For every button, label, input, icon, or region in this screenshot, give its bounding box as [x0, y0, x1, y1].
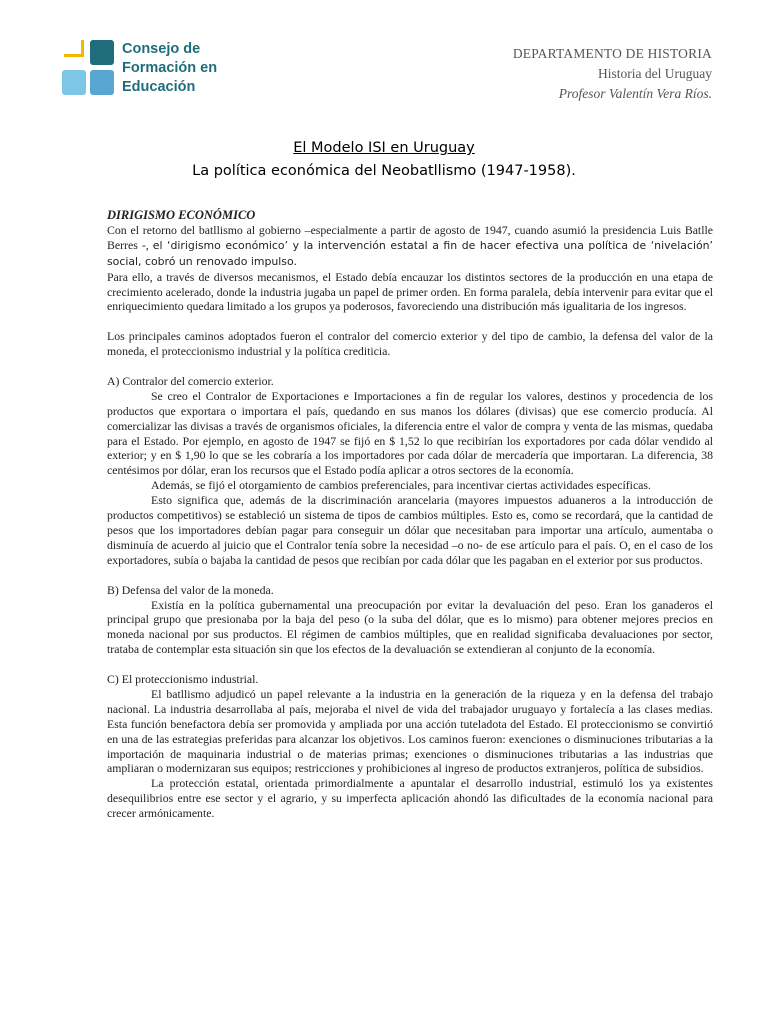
logo-line-1: Consejo de: [122, 41, 201, 57]
paragraph: El batllismo adjudicó un papel relevante a la industria en la generación de la riqueza y en la defensa del trabajo nacional. La industria desarrollaba al país, mejoraba el nivel de vida del trabajador uruguayo y fortalecía a las clases medias. Esta función benefactora debía ser promovida y ampliada por una acción tuteladota del Estado. El proteccionismo se convirtió en una de las estrategias preferidas para alcanzar los objetivos. Los caminos fueron: exenciones o disminuciones tributarias a la importación de maquinaria industrial o de materias primas; exenciones o disminuciones tributarias a las industrias que ampliaran o modernizaran sus equipos; restricciones y prohibiciones al ingreso de productos extranjeros, política de subsidios.: [107, 686, 713, 776]
highlighted-paragraph-part: el ‘dirigismo económico’ y la intervención estatal a fin de hacer efectiva una política de ‘nivelación’ social, cobró un renovado impulso.: [107, 238, 713, 268]
logo-line-3: Educación: [122, 79, 196, 95]
logo-teal-square: [90, 40, 114, 65]
paragraph-part: Con el retorno del batllismo al gobierno –especialmente a partir de agosto de 1947, cuando asumió la presidencia Luis Batlle Berres -,: [107, 222, 713, 252]
course-name: Historia del Uruguay: [598, 66, 712, 81]
paragraph: Los principales caminos adoptados fueron el contralor del comercio exterior y del tipo de cambio, la defensa del valor de la moneda, el proteccionismo industrial y la política crediticia.: [107, 329, 713, 359]
professor-name: Profesor Valentín Vera Ríos.: [558, 86, 712, 101]
logo-wordmark: [122, 40, 217, 97]
section-heading-a: A) Contralor del comercio exterior.: [107, 373, 274, 388]
logo-light-blue-square: [62, 70, 86, 95]
section-heading-dirigismo: DIRIGISMO ECONÓMICO: [107, 208, 256, 222]
paragraph: La protección estatal, orientada primordialmente a apuntalar el desarrollo industrial, estimuló los ya existentes desequilibrios entre ese sector y el agrario, y su imperfecta aplicación ahondó las dificultades de la economía nacional para crecer armónicamente.: [107, 776, 713, 821]
logo-yellow-corner: [62, 40, 86, 65]
paragraph: Esto significa que, además de la discriminación arancelaria (mayores impuestos aduaneros a la introducción de productos competitivos) se estableció un sistema de tipos de cambios múltiples. Esto es, como se recordará, que la cantidad de pesos que los importadores debían pagar para conseguir un dólar que necesitaban para importar una artículo, aumentaba o disminuía de acuerdo al juicio que el Contralor tenía sobre la necesidad –o no- de ese artículo para el país. O, en el caso de los exportadores, subía o bajaba la cantidad de pesos que recibían por cada dólar que les pagaban en el exterior por sus productos.: [107, 493, 713, 567]
department-name: DEPARTAMENTO DE HISTORIA: [512, 46, 712, 61]
paragraph: [107, 223, 713, 270]
paragraph: Para ello, a través de diversos mecanismos, el Estado debía encauzar los distintos sectores de la producción en una etapa de crecimiento acelerado, donde la industria jugaba un papel de primer orden. En forma paralela, debía intervenir para evitar que el enriquecimiento quedara limitado a los grupos ya poderosos, favoreciendo una distribución más igualitaria de los ingresos.: [107, 269, 713, 314]
logo-mark-icon: [62, 40, 114, 96]
section-heading-c: C) El proteccionismo industrial.: [107, 672, 259, 687]
institution-logo: [62, 40, 232, 98]
paragraph: Además, se fijó el otorgamiento de cambios preferenciales, para incentivar ciertas actividades específicas.: [151, 478, 651, 493]
paragraph: Se creo el Contralor de Exportaciones e Importaciones a fin de regular los valores, destinos y procedencia de los productos que exportara o importara el país, quedando en sus manos los dólares (divisas) que ese comercio producía. Al comercializar las divisas a través de organismos oficiales, la diferencia entre el valor de compra y venta de las mismas, quedaba para el Estado. Por ejemplo, en agosto de 1947 se fijó en $ 1,52 lo que recibirían los exportadores por cada dólar vendido al exterior; y en $ 1,90 lo que se les cobraría a los importadores por cada dólar de mercadería que importaran. La diferencia, 38 centésimos por dólar, eran los recursos que el Estado podía aplicar a otros sectores de la economía.: [107, 388, 713, 478]
paragraph: Existía en la política gubernamental una preocupación por evitar la devaluación del peso. Eran los ganaderos el principal grupo que presionaba por la baja del peso (o la suba del dólar, que es lo mismo) para obtener mejores precios en moneda nacional por sus productos. El régimen de cambios múltiples, que en realidad significaba devaluaciones por sector, trataba de contemplar esta situación sin que los efectos de la devaluación se extendieran al conjunto de la economía.: [107, 597, 713, 657]
section-heading-b: B) Defensa del valor de la moneda.: [107, 582, 274, 597]
document-title: El Modelo ISI en Uruguay: [293, 140, 475, 156]
logo-line-2: Formación en: [122, 60, 218, 76]
logo-blue-square: [90, 70, 114, 95]
document-body: [107, 208, 713, 821]
document-subtitle: La política económica del Neobatllismo (1947-1958).: [192, 163, 576, 179]
document-header: [513, 44, 712, 104]
